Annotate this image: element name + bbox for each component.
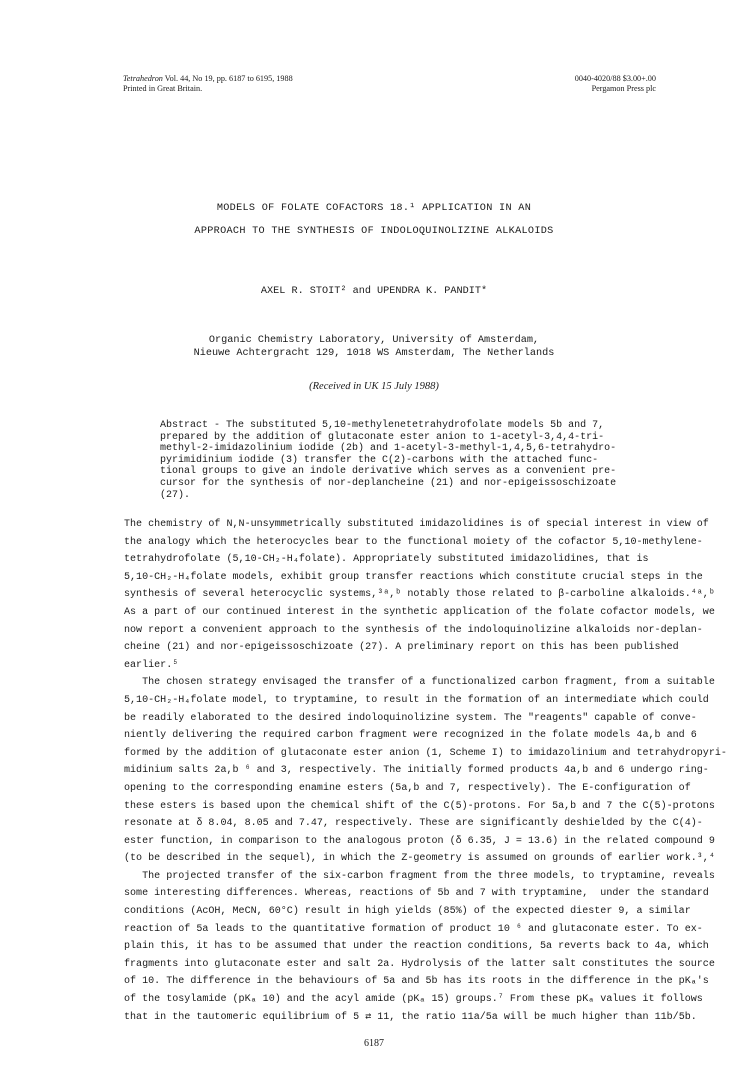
body-line: The chosen strategy envisaged the transfer of a functionalized carbon fragment, from a suitable <box>124 677 715 689</box>
citation-details: Vol. 44, No 19, pp. 6187 to 6195, 1988 <box>162 74 293 83</box>
publisher-name: Pergamon Press plc <box>591 84 656 93</box>
authors: AXEL R. STOIT² and UPENDRA K. PANDIT* <box>260 286 488 297</box>
body-line: now report a convenient approach to the synthesis of the indoloquinolizine alkaloids nor-deplan- <box>124 624 703 636</box>
body-line: cheine (21) and nor-epigeissoschizoate (27). A preliminary report on this has been published <box>124 642 679 654</box>
body-line: conditions (AcOH, MeCN, 60°C) result in high yields (85%) of the expected diester 9, a similar <box>124 906 691 918</box>
abstract-line: tional groups to give an indole derivative which serves as a convenient pre- <box>160 466 617 478</box>
body-line: ester function, in comparison to the analogous proton (δ 6.35, J = 13.6) in the related compound 9 <box>124 835 715 847</box>
affiliation-line-1: Organic Chemistry Laboratory, University of Amsterdam, <box>208 335 540 346</box>
body-line: these esters is based upon the chemical shift of the C(5)-protons. For 5a,b and 7 the C(5)-protons <box>124 800 715 812</box>
abstract-line: methyl-2-imidazolinium iodide (2b) and 1-acetyl-3-methyl-1,4,5,6-tetrahydro- <box>160 443 617 455</box>
body-line: niently delivering the required carbon fragment were recognized in the folate models 4a,b and 6 <box>124 730 697 742</box>
abstract-line: Abstract - The substituted 5,10-methylenetetrahydrofolate models 5b and 7, <box>160 420 605 431</box>
journal-name: Tetrahedron <box>123 74 163 83</box>
body-line: The chemistry of N,N-unsymmetrically substituted imidazolidines is of special interest in view of <box>124 519 709 530</box>
received-date <box>0 381 748 392</box>
body-line: midinium salts 2a,b ⁶ and 3, respectively. The initially formed products 4a,b and 6 undergo ring- <box>124 765 709 777</box>
body-line: The projected transfer of the six-carbon fragment from the three models, to tryptamine, reveals <box>124 870 715 882</box>
body-line: As a part of our continued interest in the synthetic application of the folate cofactor models, we <box>124 606 715 618</box>
page-number: 6187 <box>364 1038 384 1049</box>
body-line: 5,10-CH₂-H₄folate models, exhibit group transfer reactions which constitute crucial steps in the <box>124 571 703 583</box>
body-line: resonate at δ 8.04, 8.05 and 7.47, respectively. These are significantly deshielded by the C(4)- <box>124 818 703 830</box>
paper-title-line-2: APPROACH TO THE SYNTHESIS OF INDOLOQUINOLIZINE ALKALOIDS <box>194 226 554 237</box>
body-line: be readily elaborated to the desired indoloquinolizine system. The "reagents" capable of conve- <box>124 712 697 724</box>
body-line: opening to the corresponding enamine esters (5a,b and 7, respectively). The E-configuration of <box>124 782 691 794</box>
body-line: synthesis of several heterocyclic systems,³ᵃ,ᵇ notably those related to β-carboline alkaloids.⁴ᵃ,ᵇ <box>124 589 715 601</box>
body-text <box>124 516 727 1026</box>
paper-title-line-1: MODELS OF FOLATE COFACTORS 18.¹ APPLICATION IN AN <box>216 203 532 214</box>
body-line: some interesting differences. Whereas, reactions of 5b and 7 with tryptamine, under the standard <box>124 888 709 900</box>
publisher-header <box>575 74 656 94</box>
abstract-line: cursor for the synthesis of nor-deplancheine (21) and nor-epigeissoschizoate <box>160 477 617 489</box>
journal-citation <box>123 74 293 84</box>
abstract <box>160 420 640 501</box>
issn-price-code: 0040-4020/88 $3.00+.00 <box>574 74 656 83</box>
body-line: plain this, it has to be assumed that under the reaction conditions, 5a reverts back to 4a, which <box>124 941 709 953</box>
printed-location: Printed in Great Britain. <box>123 84 203 93</box>
body-line: of 10. The difference in the behaviours of 5a and 5b has its roots in the difference in the pKₐ's <box>124 976 709 988</box>
abstract-line: pyrimidinium iodide (3) transfer the C(2)-carbons with the attached func- <box>160 454 599 466</box>
affiliation-line-2: Nieuwe Achtergracht 129, 1018 WS Amsterdam, The Netherlands <box>193 348 555 359</box>
body-line: tetrahydrofolate (5,10-CH₂-H₄folate). Appropriately substituted imidazolidines, that is <box>124 554 649 566</box>
body-line: reaction of 5a leads to the quantitative formation of product 10 ⁶ and glutaconate ester. To ex- <box>124 923 703 935</box>
body-line: earlier.⁵ <box>124 659 179 671</box>
received-text: (Received in UK 15 July 1988) <box>309 381 439 392</box>
body-line: that in the tautomeric equilibrium of 5 ⇄ 11, the ratio 11a/5a will be much higher than 11b/5b. <box>124 1011 697 1023</box>
abstract-line: (27). <box>160 489 191 501</box>
body-line: fragments into glutaconate ester and salt 2a. Hydrolysis of the latter salt constitutes the source <box>124 958 715 970</box>
body-line: the analogy which the heterocycles bear to the functional moiety of the cofactor 5,10-methylene- <box>124 536 703 548</box>
body-line: (to be described in the sequel), in which the Z-geometry is assumed on grounds of earlier work.³,⁴ <box>124 853 715 865</box>
journal-header <box>123 74 293 94</box>
body-line: formed by the addition of glutaconate ester anion (1, Scheme I) to imidazolinium and tetrahydropyri- <box>124 747 727 759</box>
body-line: of the tosylamide (pKₐ 10) and the acyl amide (pKₐ 15) groups.⁷ From these pKₐ values it follows <box>124 994 703 1006</box>
body-line: 5,10-CH₂-H₄folate model, to tryptamine, to result in the formation of an intermediate which could <box>124 694 709 706</box>
abstract-line: prepared by the addition of glutaconate ester anion to 1-acetyl-3,4,4-tri- <box>160 431 605 443</box>
